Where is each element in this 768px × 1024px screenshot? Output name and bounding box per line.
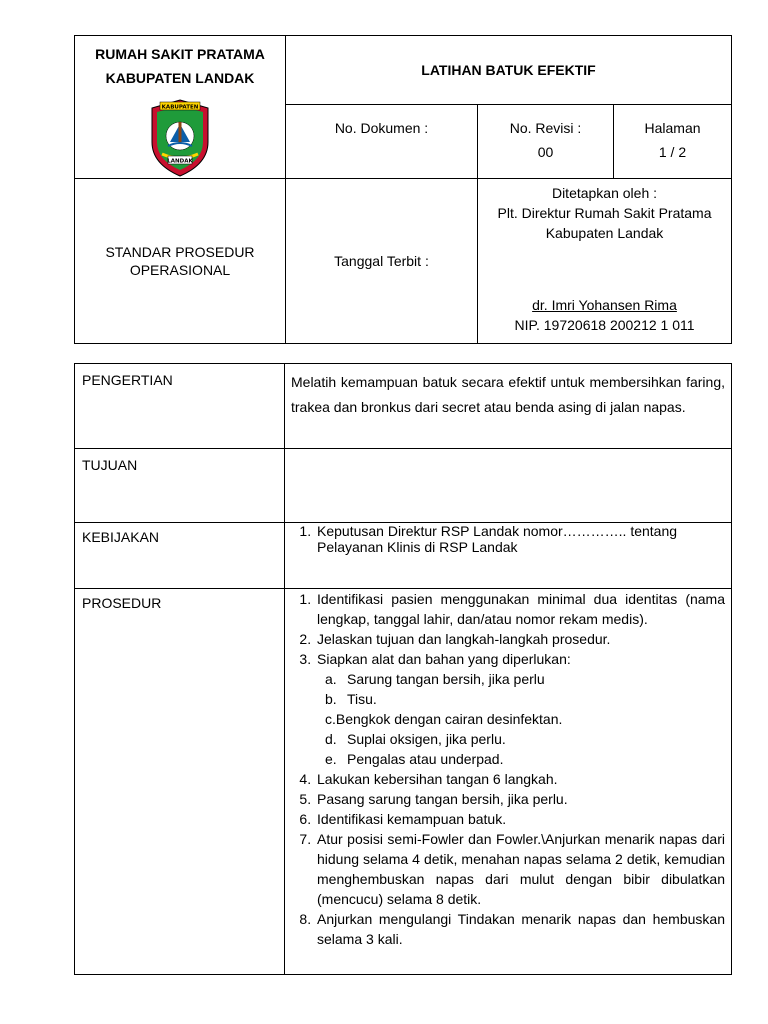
prosedur-step: 1. Identifikasi pasien menggunakan minimal dua identitas (nama lengkap, tanggal lahir, dan/atau nomor rekam medis).	[315, 589, 725, 629]
prosedur-step-text: Siapkan alat dan bahan yang diperlukan:	[317, 651, 571, 667]
ditetapkan-label: Ditetapkan oleh :	[551, 185, 658, 201]
subitem-marker: a.	[325, 671, 337, 687]
tujuan-label: TUJUAN	[75, 449, 285, 523]
no-revisi-value: 00	[537, 144, 554, 160]
halaman-cell	[614, 105, 732, 179]
tanggal-terbit-cell	[286, 179, 478, 344]
prosedur-step: 4. Lakukan kebersihan tangan 6 langkah.	[315, 769, 725, 789]
no-dokumen-label: No. Dokumen :	[334, 120, 429, 136]
prosedur-label: PROSEDUR	[75, 589, 285, 975]
logo-top-text: KABUPATEN	[161, 104, 199, 111]
ditetapkan-cell	[478, 179, 732, 344]
ditetapkan-position: Plt. Direktur Rumah Sakit Pratama	[497, 205, 712, 221]
prosedur-step: 5. Pasang sarung tangan bersih, jika perlu.	[315, 789, 725, 809]
subitem-text: Sarung tangan bersih, jika perlu	[347, 671, 545, 687]
sop-line1: STANDAR PROSEDUR	[105, 244, 255, 260]
organization-cell	[75, 36, 286, 179]
tanggal-terbit-label: Tanggal Terbit :	[334, 253, 429, 269]
sop-content-table	[74, 363, 732, 975]
kebijakan-cell	[285, 523, 732, 589]
halaman-value: 1 / 2	[658, 144, 687, 160]
org-name-line2: KABUPATEN LANDAK	[105, 70, 255, 86]
no-dokumen-cell	[286, 105, 478, 179]
logo-bottom-text: LANDAK	[167, 158, 193, 165]
prosedur-sublist	[317, 669, 725, 769]
sop-cell	[75, 179, 286, 344]
no-revisi-cell	[478, 105, 614, 179]
prosedur-cell	[285, 589, 732, 975]
prosedur-step: 8. Anjurkan mengulangi Tindakan menarik napas dan hembuskan selama 3 kali.	[315, 909, 725, 949]
pengertian-label: PENGERTIAN	[75, 364, 285, 449]
subitem-text: Pengalas atau underpad.	[347, 751, 504, 767]
kebijakan-label: KEBIJAKAN	[75, 523, 285, 589]
pengertian-cell	[285, 364, 732, 449]
prosedur-subitem	[323, 709, 725, 729]
tujuan-text	[285, 449, 732, 523]
prosedur-list	[291, 589, 725, 949]
kebijakan-item: 1. Keputusan Direktur RSP Landak nomor………….. tentang Pelayanan Klinis di RSP Landak	[315, 523, 725, 555]
prosedur-step: 6. Identifikasi kemampuan batuk.	[315, 809, 725, 829]
prosedur-subitem	[323, 729, 725, 749]
ditetapkan-location: Kabupaten Landak	[545, 225, 664, 241]
subitem-text: Suplai oksigen, jika perlu.	[347, 731, 506, 747]
subitem-text: Tisu.	[347, 691, 377, 707]
document-title: LATIHAN BATUK EFEKTIF	[286, 36, 732, 105]
no-revisi-label: No. Revisi :	[509, 120, 582, 136]
prosedur-subitem	[323, 689, 725, 709]
subitem-marker: b.	[325, 691, 337, 707]
subitem-marker: d.	[325, 731, 337, 747]
signer-nip: NIP. 19720618 200212 1 011	[514, 317, 695, 333]
prosedur-step: 7. Atur posisi semi-Fowler dan Fowler.\Anjurkan menarik napas dari hidung selama 4 detik, menahan napas selama 2 detik, kemudian menghembuskan napas dari mulut dengan bibir dibulatkan (mencucu) selama 8 detik.	[315, 829, 725, 909]
halaman-label: Halaman	[644, 120, 701, 136]
pengertian-text: Melatih kemampuan batuk secara efektif untuk membersihkan faring, trakea dan bronkus dari secret atau benda asing di jalan napas.	[291, 374, 725, 415]
subitem-text: Bengkok dengan cairan desinfektan.	[335, 711, 563, 727]
prosedur-subitem	[323, 669, 725, 689]
prosedur-step: 2. Jelaskan tujuan dan langkah-langkah prosedur.	[315, 629, 725, 649]
signer-name: dr. Imri Yohansen Rima	[532, 297, 677, 313]
landak-regency-logo	[148, 98, 212, 178]
subitem-marker: e.	[325, 751, 337, 767]
kebijakan-list	[291, 523, 725, 555]
subitem-marker: c.	[325, 711, 336, 727]
prosedur-subitem	[323, 749, 725, 769]
document-header	[74, 35, 732, 344]
prosedur-step	[315, 649, 725, 769]
org-name-line1: RUMAH SAKIT PRATAMA	[95, 46, 265, 62]
sop-line2: OPERASIONAL	[129, 262, 231, 278]
